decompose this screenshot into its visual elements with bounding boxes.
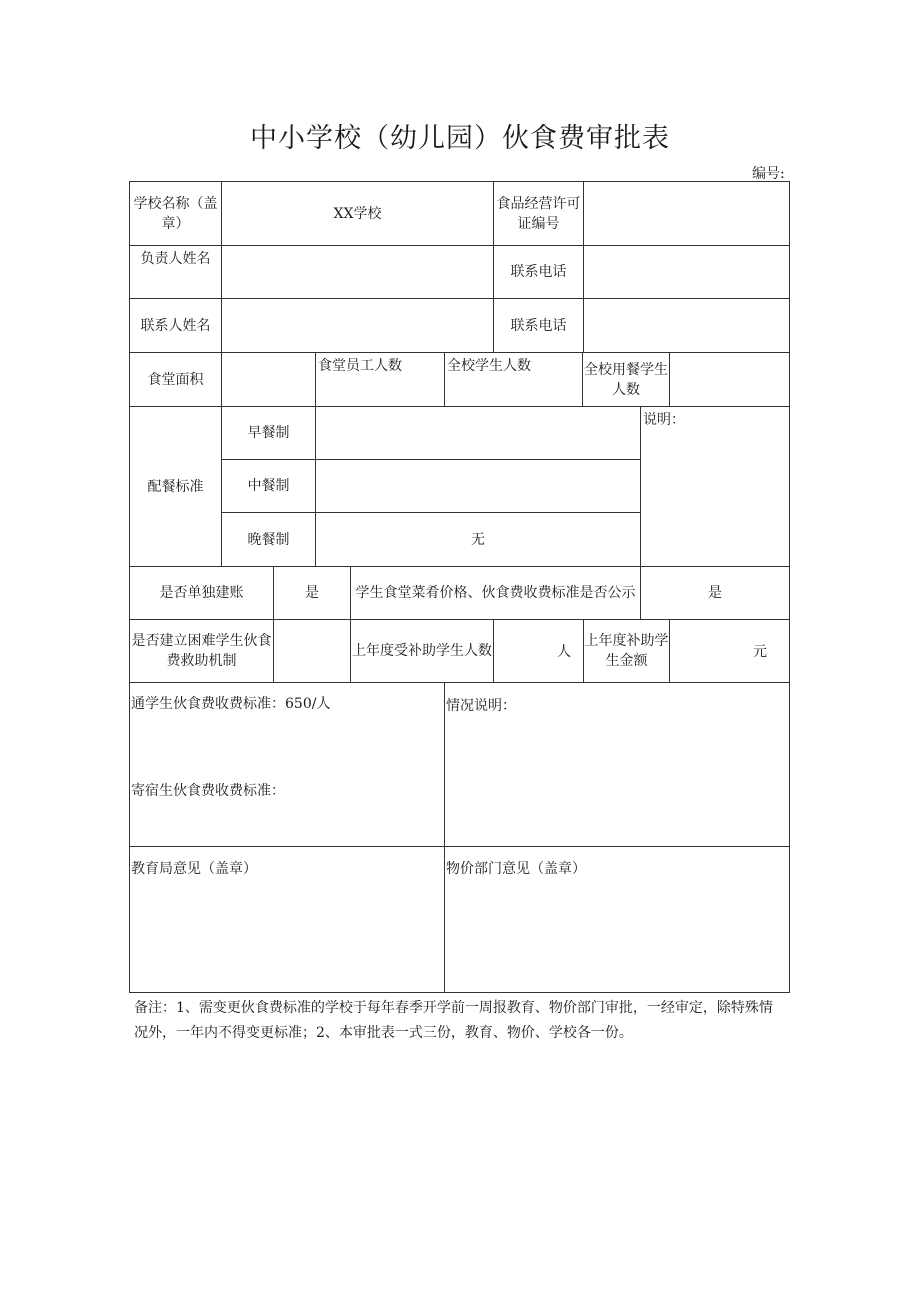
staff-count-label: 食堂员工人数 xyxy=(315,352,444,406)
contact-phone-field[interactable] xyxy=(583,298,789,352)
dining-count-label: 全校用餐学生人数 xyxy=(582,352,669,406)
form-title: 中小学校（幼儿园）伙食费审批表 xyxy=(250,123,670,154)
day-student-fee-label: 通学生伙食费收费标准：650/人 xyxy=(131,696,331,712)
aided-students-label: 上年度受补助学生人数 xyxy=(350,619,493,682)
school-name-label: 学校名称（盖章） xyxy=(129,181,221,245)
meal-standard-label: 配餐标准 xyxy=(129,406,221,566)
license-field[interactable] xyxy=(583,181,789,245)
separate-account-field[interactable]: 是 xyxy=(273,566,350,619)
price-opinion-label: 物价部门意见（盖章） xyxy=(446,861,586,877)
principal-phone-field[interactable] xyxy=(583,245,789,298)
aid-amount-unit: 元 xyxy=(753,644,767,660)
aid-amount-label: 上年度补助学生金额 xyxy=(583,619,669,682)
edu-opinion-label: 教育局意见（盖章） xyxy=(131,861,257,877)
student-count-label: 全校学生人数 xyxy=(444,352,582,406)
lunch-label: 中餐制 xyxy=(221,459,315,512)
principal-name-field[interactable] xyxy=(221,245,493,298)
explanation-label[interactable]: 说明： xyxy=(640,406,789,566)
footnote: 备注：1、需变更伙食费标准的学校于每年春季开学前一周报教育、物价部门审批，一经审定，除特殊情况外，一年内不得变更标准；2、本审批表一式三份，教育、物价、学校各一份。 xyxy=(134,1000,773,1041)
contact-phone-label: 联系电话 xyxy=(493,298,583,352)
aid-amount-field[interactable] xyxy=(669,619,789,682)
fee-standard-cell[interactable] xyxy=(129,682,444,846)
principal-phone-label: 联系电话 xyxy=(493,245,583,298)
separate-account-label: 是否单独建账 xyxy=(129,566,273,619)
canteen-area-field[interactable] xyxy=(221,352,315,406)
aid-mechanism-field[interactable] xyxy=(273,619,350,682)
dining-count-field[interactable] xyxy=(669,352,789,406)
school-name-field[interactable]: XX学校 xyxy=(221,181,493,245)
dinner-field[interactable]: 无 xyxy=(315,512,640,566)
aided-students-unit: 人 xyxy=(557,644,571,660)
price-opinion-cell[interactable] xyxy=(444,846,789,992)
approval-table xyxy=(129,181,790,993)
lunch-field[interactable] xyxy=(315,459,640,512)
publicity-field[interactable]: 是 xyxy=(640,566,789,619)
contact-name-label: 联系人姓名 xyxy=(129,298,221,352)
aided-students-field[interactable] xyxy=(493,619,583,682)
breakfast-field[interactable] xyxy=(315,406,640,459)
publicity-label: 学生食堂菜肴价格、伙食费收费标准是否公示 xyxy=(350,566,640,619)
dinner-label: 晚餐制 xyxy=(221,512,315,566)
aid-mechanism-label: 是否建立困难学生伙食费救助机制 xyxy=(129,619,273,682)
breakfast-label: 早餐制 xyxy=(221,406,315,459)
serial-number-label: 编号: xyxy=(752,166,785,182)
principal-name-label-cell xyxy=(129,245,221,298)
edu-opinion-cell[interactable] xyxy=(129,846,444,992)
contact-name-field[interactable] xyxy=(221,298,493,352)
license-label: 食品经营许可证编号 xyxy=(493,181,583,245)
canteen-area-label: 食堂面积 xyxy=(129,352,221,406)
boarding-student-fee-label: 寄宿生伙食费收费标准： xyxy=(131,783,285,799)
situation-label: 情况说明： xyxy=(446,698,516,714)
principal-name-label: 负责人姓名 xyxy=(140,251,211,267)
situation-cell[interactable] xyxy=(444,682,789,846)
